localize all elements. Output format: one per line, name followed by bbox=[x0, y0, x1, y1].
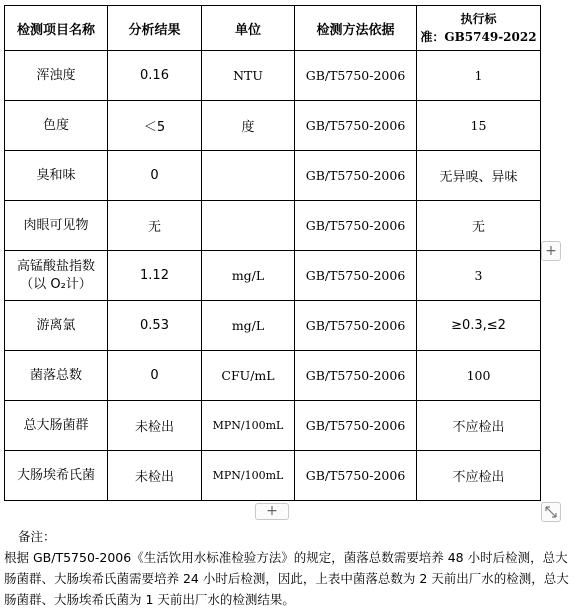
cell-standard: ≥0.3,≤2 bbox=[417, 301, 541, 351]
cell-item-name bbox=[5, 151, 108, 201]
cell-item-name bbox=[5, 401, 108, 451]
cell-unit bbox=[202, 201, 295, 251]
notes-section bbox=[4, 526, 576, 610]
cell-result: 0.53 bbox=[108, 301, 202, 351]
cell-standard: 1 bbox=[417, 51, 541, 101]
notes-body: 根据 GB/T5750-2006《生活饮用水标准检验方法》的规定，菌落总数需要培养 48 小时后检测，总大肠菌群、大肠埃希氏菌需要培养 24 小时后检测，因此，上表中菌落总数为 2 天前出厂水的检测，总大肠菌群、大肠埃希氏菌为 1 天前出厂水的检测结果。 bbox=[4, 550, 569, 607]
header-standard-line-2: 准：GB5749-2022 bbox=[420, 30, 537, 44]
cell-standard: 无 bbox=[417, 201, 541, 251]
cell-unit: mg/L bbox=[202, 251, 295, 301]
cell-standard: 15 bbox=[417, 101, 541, 151]
cell-result: 0.16 bbox=[108, 51, 202, 101]
cell-item-name-line: 大肠埃希氏菌 bbox=[16, 467, 95, 483]
table-row bbox=[5, 151, 541, 201]
header-unit: 单位 bbox=[202, 6, 295, 51]
cell-result: 未检出 bbox=[108, 401, 202, 451]
header-method: 检测方法依据 bbox=[295, 6, 417, 51]
header-standard-line-1: 执行标 bbox=[460, 12, 497, 26]
cell-method: GB/T5750-2006 bbox=[295, 51, 417, 101]
cell-item-name-line: （以 O₂计） bbox=[20, 276, 92, 292]
cell-result: 无 bbox=[108, 201, 202, 251]
cell-result: 0 bbox=[108, 151, 202, 201]
table-row bbox=[5, 101, 541, 151]
cell-item-name-line: 浑浊度 bbox=[36, 67, 76, 83]
cell-item-name bbox=[5, 251, 108, 301]
cell-unit: CFU/mL bbox=[202, 351, 295, 401]
cell-item-name-line: 菌落总数 bbox=[29, 367, 82, 383]
cell-unit: MPN/100mL bbox=[202, 401, 295, 451]
cell-method: GB/T5750-2006 bbox=[295, 451, 417, 501]
cell-method: GB/T5750-2006 bbox=[295, 351, 417, 401]
table-row bbox=[5, 351, 541, 401]
table-row bbox=[5, 201, 541, 251]
cell-method: GB/T5750-2006 bbox=[295, 251, 417, 301]
cell-result: 未检出 bbox=[108, 451, 202, 501]
table-row bbox=[5, 451, 541, 501]
cell-item-name-line: 臭和味 bbox=[36, 167, 76, 183]
cell-unit: 度 bbox=[202, 101, 295, 151]
cell-item-name bbox=[5, 301, 108, 351]
table-row bbox=[5, 251, 541, 301]
resize-arrows-icon bbox=[542, 503, 560, 521]
cell-method: GB/T5750-2006 bbox=[295, 101, 417, 151]
cell-item-name bbox=[5, 201, 108, 251]
cell-method: GB/T5750-2006 bbox=[295, 201, 417, 251]
cell-result: ＜5 bbox=[108, 101, 202, 151]
water-quality-table bbox=[4, 5, 541, 501]
cell-unit: mg/L bbox=[202, 301, 295, 351]
cell-standard: 100 bbox=[417, 351, 541, 401]
cell-unit: NTU bbox=[202, 51, 295, 101]
add-row-button[interactable]: + bbox=[255, 503, 289, 520]
cell-item-name bbox=[5, 451, 108, 501]
header-result: 分析结果 bbox=[108, 6, 202, 51]
cell-standard: 不应检出 bbox=[417, 451, 541, 501]
cell-standard: 无异嗅、异味 bbox=[417, 151, 541, 201]
cell-standard: 不应检出 bbox=[417, 401, 541, 451]
table-row bbox=[5, 401, 541, 451]
table-row bbox=[5, 51, 541, 101]
header-standard bbox=[417, 6, 541, 51]
cell-item-name-line: 色度 bbox=[42, 117, 69, 133]
table-row bbox=[5, 301, 541, 351]
header-item-name: 检测项目名称 bbox=[5, 6, 108, 51]
cell-item-name bbox=[5, 101, 108, 151]
cell-method: GB/T5750-2006 bbox=[295, 301, 417, 351]
cell-method: GB/T5750-2006 bbox=[295, 401, 417, 451]
cell-standard: 3 bbox=[417, 251, 541, 301]
add-column-button[interactable]: + bbox=[541, 241, 561, 261]
cell-method: GB/T5750-2006 bbox=[295, 151, 417, 201]
cell-unit bbox=[202, 151, 295, 201]
cell-unit: MPN/100mL bbox=[202, 451, 295, 501]
cell-result: 1.12 bbox=[108, 251, 202, 301]
cell-item-name-line: 肉眼可见物 bbox=[23, 217, 89, 233]
cell-item-name-line: 高锰酸盐指数 bbox=[16, 258, 95, 274]
notes-title: 备注： bbox=[18, 529, 56, 544]
cell-item-name-line: 总大肠菌群 bbox=[23, 417, 89, 433]
table-header-row bbox=[5, 6, 541, 51]
cell-item-name bbox=[5, 351, 108, 401]
table-resize-handle[interactable] bbox=[541, 502, 561, 522]
cell-item-name-line: 游离氯 bbox=[36, 317, 76, 333]
cell-item-name bbox=[5, 51, 108, 101]
cell-result: 0 bbox=[108, 351, 202, 401]
